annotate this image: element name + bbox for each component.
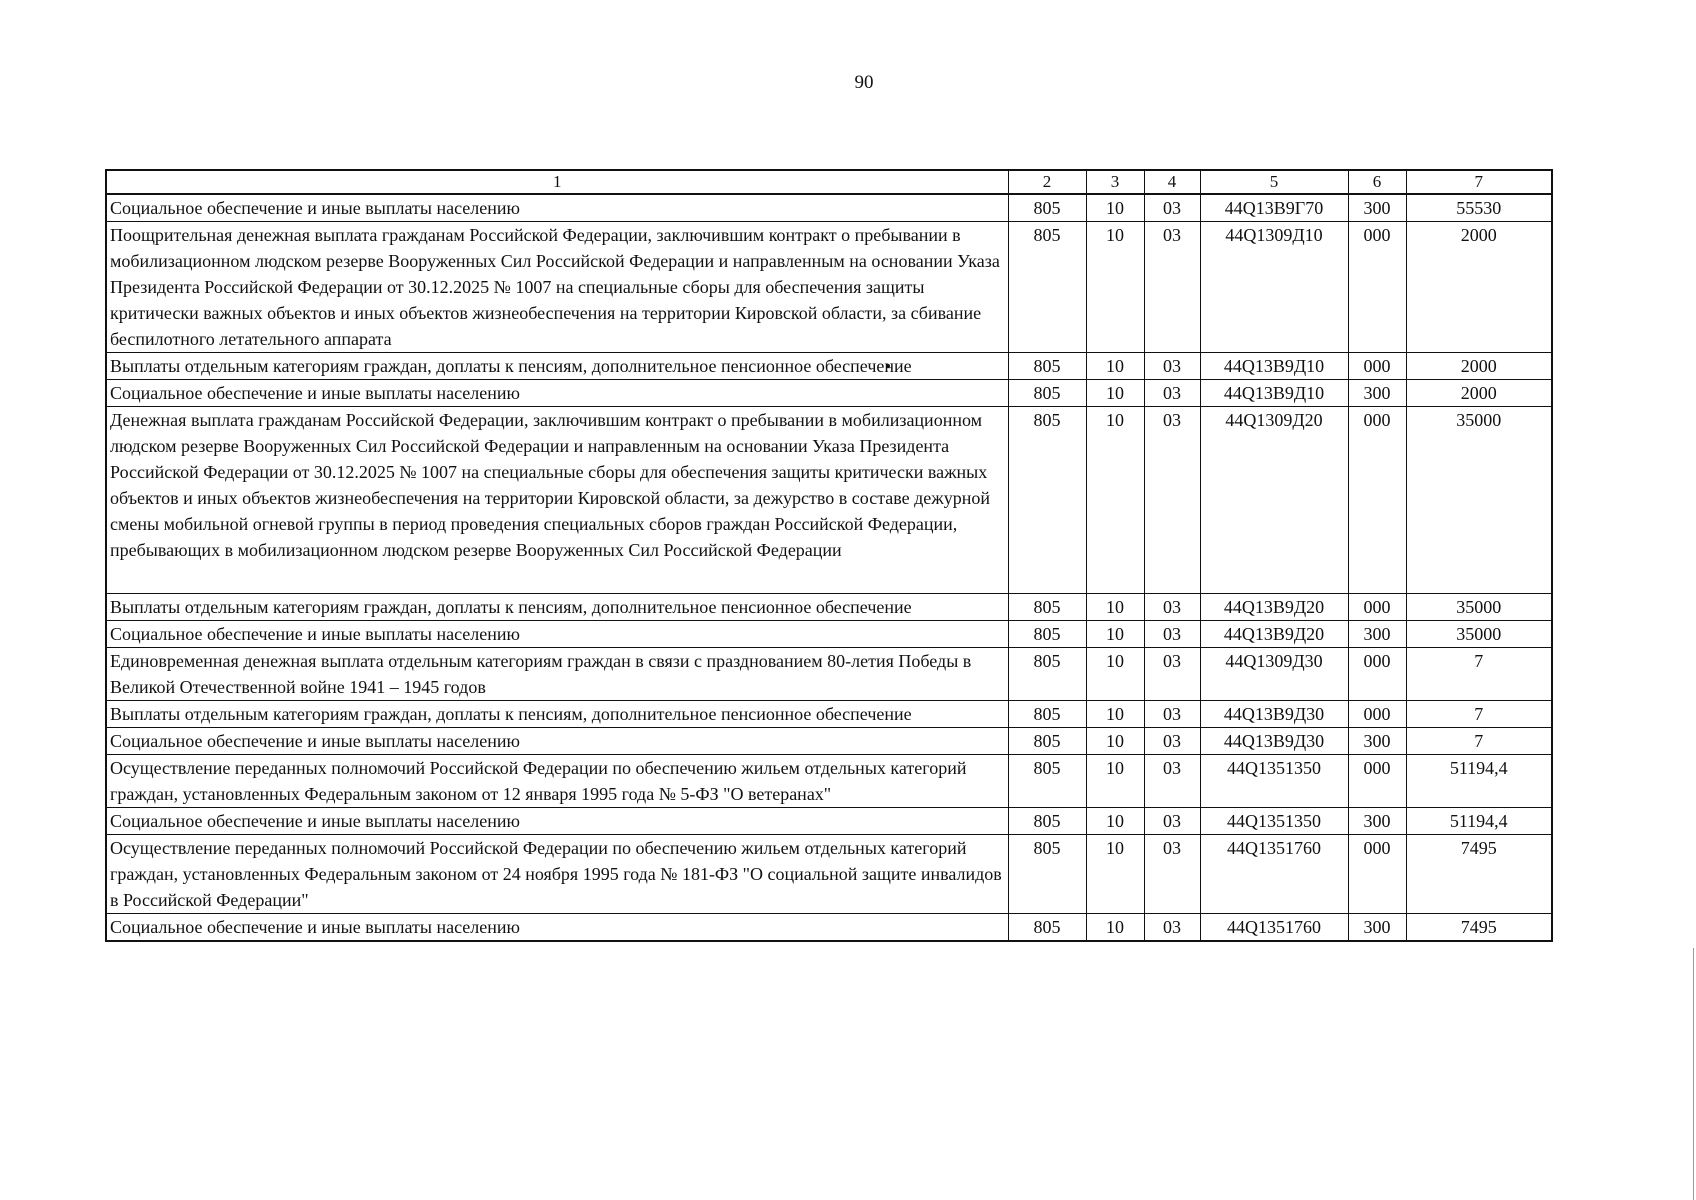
row-col-5: 44Q13B9Г70 [1200, 194, 1348, 222]
table-row [106, 728, 1552, 755]
row-name: Единовременная денежная выплата отдельным категориям граждан в связи с празднованием 80-летия Победы в Великой Отечественной войне 1941 – 1945 годов [106, 648, 1008, 701]
row-col-4: 03 [1144, 808, 1200, 835]
row-col-7: 35000 [1406, 621, 1552, 648]
row-col-4: 03 [1144, 755, 1200, 808]
header-col-1: 1 [106, 170, 1008, 194]
row-col-4: 03 [1144, 835, 1200, 914]
page-number: 90 [854, 72, 874, 93]
table-row [106, 914, 1552, 942]
row-col-2: 805 [1008, 728, 1086, 755]
row-name: Социальное обеспечение и иные выплаты населению [106, 914, 1008, 942]
header-col-3: 3 [1086, 170, 1144, 194]
row-col-6: 000 [1348, 407, 1406, 594]
row-col-4: 03 [1144, 701, 1200, 728]
row-col-3: 10 [1086, 648, 1144, 701]
budget-table [105, 169, 1553, 942]
row-col-6: 000 [1348, 835, 1406, 914]
table-row [106, 407, 1552, 594]
table-row [106, 835, 1552, 914]
table-row [106, 648, 1552, 701]
row-col-7: 7495 [1406, 914, 1552, 942]
row-col-5: 44Q13B9Д20 [1200, 594, 1348, 621]
row-col-2: 805 [1008, 380, 1086, 407]
row-col-6: 000 [1348, 594, 1406, 621]
row-col-4: 03 [1144, 648, 1200, 701]
row-col-6: 000 [1348, 353, 1406, 380]
row-name: Выплаты отдельным категориям граждан, доплаты к пенсиям, дополнительное пенсионное обеспечение [106, 353, 1008, 380]
row-col-6: 300 [1348, 380, 1406, 407]
header-row [106, 170, 1552, 194]
row-col-3: 10 [1086, 407, 1144, 594]
row-col-2: 805 [1008, 914, 1086, 942]
table-row [106, 353, 1552, 380]
row-col-4: 03 [1144, 353, 1200, 380]
row-col-7: 55530 [1406, 194, 1552, 222]
row-col-6: 300 [1348, 194, 1406, 222]
budget-table-container [105, 169, 1551, 942]
row-col-3: 10 [1086, 194, 1144, 222]
header-col-4: 4 [1144, 170, 1200, 194]
row-col-4: 03 [1144, 728, 1200, 755]
row-col-5: 44Q13B9Д10 [1200, 380, 1348, 407]
row-col-2: 805 [1008, 808, 1086, 835]
row-col-3: 10 [1086, 621, 1144, 648]
row-col-7: 2000 [1406, 380, 1552, 407]
header-col-2: 2 [1008, 170, 1086, 194]
row-col-7: 7 [1406, 648, 1552, 701]
row-col-2: 805 [1008, 353, 1086, 380]
row-name: Выплаты отдельным категориям граждан, доплаты к пенсиям, дополнительное пенсионное обеспечение [106, 594, 1008, 621]
row-name: Денежная выплата гражданам Российской Федерации, заключившим контракт о пребывании в мобилизационном людском резерве Вооруженных Сил Российской Федерации и направленным на основании Указа Президента Российской Федерации от 30.12.2025 № 1007 на специальные сборы для обеспечения защиты критически важных объектов и иных объектов жизнеобеспечения на территории Кировской области, за дежурство в составе дежурной смены мобильной огневой группы в период проведения специальных сборов граждан Российской Федерации, пребывающих в мобилизационном людском резерве Вооруженных Сил Российской Федерации [106, 407, 1008, 594]
row-name: Поощрительная денежная выплата гражданам Российской Федерации, заключившим контракт о пребывании в мобилизационном людском резерве Вооруженных Сил Российской Федерации и направленным на основании Указа Президента Российской Федерации от 30.12.2025 № 1007 на специальные сборы для обеспечения защиты критически важных объектов и иных объектов жизнеобеспечения на территории Кировской области, за сбивание беспилотного летательного аппарата [106, 222, 1008, 353]
row-col-5: 44Q1309Д10 [1200, 222, 1348, 353]
row-col-4: 03 [1144, 222, 1200, 353]
header-col-6: 6 [1348, 170, 1406, 194]
row-col-6: 300 [1348, 621, 1406, 648]
row-name: Социальное обеспечение и иные выплаты населению [106, 728, 1008, 755]
row-col-5: 44Q13B9Д10 [1200, 353, 1348, 380]
row-col-5: 44Q1351350 [1200, 808, 1348, 835]
row-col-5: 44Q1309Д30 [1200, 648, 1348, 701]
row-col-2: 805 [1008, 407, 1086, 594]
row-col-3: 10 [1086, 914, 1144, 942]
row-col-3: 10 [1086, 594, 1144, 621]
row-col-3: 10 [1086, 222, 1144, 353]
row-col-4: 03 [1144, 621, 1200, 648]
row-col-2: 805 [1008, 835, 1086, 914]
row-col-5: 44Q13B9Д30 [1200, 728, 1348, 755]
row-name: Социальное обеспечение и иные выплаты населению [106, 380, 1008, 407]
row-col-7: 2000 [1406, 353, 1552, 380]
row-col-4: 03 [1144, 380, 1200, 407]
row-col-7: 51194,4 [1406, 808, 1552, 835]
row-col-3: 10 [1086, 353, 1144, 380]
row-col-2: 805 [1008, 222, 1086, 353]
table-row [106, 222, 1552, 353]
row-col-3: 10 [1086, 728, 1144, 755]
row-col-2: 805 [1008, 648, 1086, 701]
header-col-7: 7 [1406, 170, 1552, 194]
scan-edge-line [1693, 948, 1694, 1200]
row-col-5: 44Q13B9Д20 [1200, 621, 1348, 648]
row-col-3: 10 [1086, 808, 1144, 835]
row-col-7: 51194,4 [1406, 755, 1552, 808]
row-col-5: 44Q1309Д20 [1200, 407, 1348, 594]
row-col-5: 44Q13B9Д30 [1200, 701, 1348, 728]
row-col-7: 2000 [1406, 222, 1552, 353]
row-col-6: 000 [1348, 648, 1406, 701]
row-col-3: 10 [1086, 835, 1144, 914]
row-col-7: 7 [1406, 701, 1552, 728]
row-col-6: 000 [1348, 701, 1406, 728]
row-col-5: 44Q1351350 [1200, 755, 1348, 808]
table-row [106, 808, 1552, 835]
row-col-6: 000 [1348, 222, 1406, 353]
table-row [106, 701, 1552, 728]
row-col-4: 03 [1144, 594, 1200, 621]
row-col-5: 44Q1351760 [1200, 835, 1348, 914]
row-col-7: 7495 [1406, 835, 1552, 914]
row-col-6: 300 [1348, 914, 1406, 942]
row-col-2: 805 [1008, 594, 1086, 621]
row-col-6: 300 [1348, 808, 1406, 835]
table-row [106, 194, 1552, 222]
header-col-5: 5 [1200, 170, 1348, 194]
row-col-4: 03 [1144, 914, 1200, 942]
row-name: Социальное обеспечение и иные выплаты населению [106, 194, 1008, 222]
row-col-7: 35000 [1406, 594, 1552, 621]
row-col-2: 805 [1008, 755, 1086, 808]
row-col-3: 10 [1086, 755, 1144, 808]
table-row [106, 380, 1552, 407]
table-row [106, 755, 1552, 808]
row-col-2: 805 [1008, 621, 1086, 648]
row-name: Осуществление переданных полномочий Российской Федерации по обеспечению жильем отдельных категорий граждан, установленных Федеральным законом от 12 января 1995 года № 5-ФЗ "О ветеранах" [106, 755, 1008, 808]
row-col-3: 10 [1086, 380, 1144, 407]
row-col-4: 03 [1144, 194, 1200, 222]
table-row [106, 594, 1552, 621]
row-col-7: 7 [1406, 728, 1552, 755]
row-name: Выплаты отдельным категориям граждан, доплаты к пенсиям, дополнительное пенсионное обеспечение [106, 701, 1008, 728]
row-col-5: 44Q1351760 [1200, 914, 1348, 942]
row-name: Социальное обеспечение и иные выплаты населению [106, 621, 1008, 648]
row-col-2: 805 [1008, 194, 1086, 222]
row-name: Осуществление переданных полномочий Российской Федерации по обеспечению жильем отдельных категорий граждан, установленных Федеральным законом от 24 ноября 1995 года № 181-ФЗ "О социальной защите инвалидов в Российской Федерации" [106, 835, 1008, 914]
row-col-2: 805 [1008, 701, 1086, 728]
row-col-6: 300 [1348, 728, 1406, 755]
row-col-3: 10 [1086, 701, 1144, 728]
row-col-4: 03 [1144, 407, 1200, 594]
row-name: Социальное обеспечение и иные выплаты населению [106, 808, 1008, 835]
row-col-6: 000 [1348, 755, 1406, 808]
table-row [106, 621, 1552, 648]
row-col-7: 35000 [1406, 407, 1552, 594]
